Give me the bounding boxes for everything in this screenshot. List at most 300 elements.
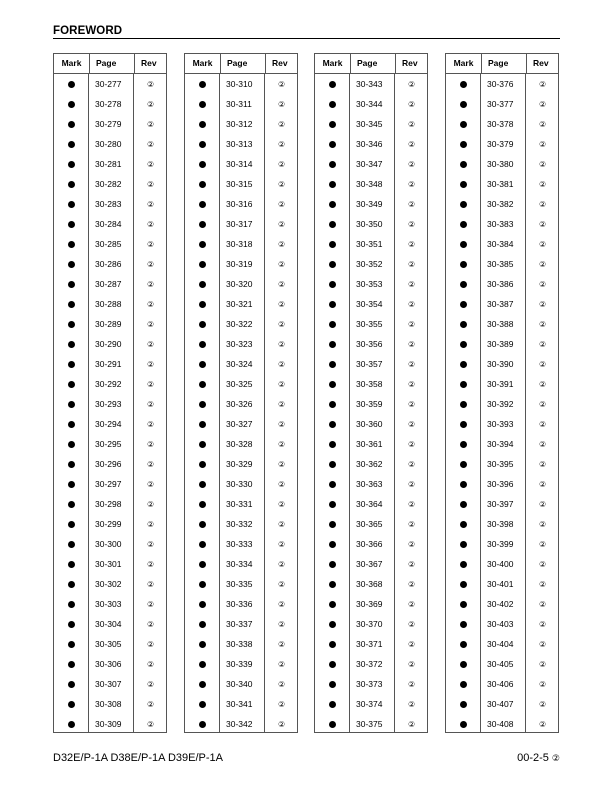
rev-cell: ②	[147, 439, 155, 449]
filled-circle-icon	[68, 541, 75, 548]
table-row	[315, 714, 427, 734]
column-divider	[133, 74, 134, 732]
table-row	[315, 334, 427, 354]
header-rev: Rev	[533, 58, 549, 68]
filled-circle-icon	[199, 121, 206, 128]
mark-cell	[185, 161, 220, 168]
mark-cell	[315, 661, 350, 668]
page-cell: 30-387	[487, 299, 514, 309]
page-cell: 30-339	[226, 659, 253, 669]
rev-cell: ②	[278, 99, 286, 109]
table-row	[315, 454, 427, 474]
rev-cell: ②	[147, 619, 155, 629]
mark-cell	[315, 141, 350, 148]
filled-circle-icon	[68, 121, 75, 128]
rev-cell: ②	[539, 719, 547, 729]
rev-cell: ②	[147, 659, 155, 669]
mark-cell	[54, 121, 89, 128]
filled-circle-icon	[199, 701, 206, 708]
table-row	[185, 674, 297, 694]
filled-circle-icon	[460, 381, 467, 388]
filled-circle-icon	[460, 101, 467, 108]
page-cell: 30-327	[226, 419, 253, 429]
mark-cell	[315, 81, 350, 88]
mark-cell	[446, 581, 481, 588]
rev-cell: ②	[408, 239, 416, 249]
table-row	[315, 634, 427, 654]
filled-circle-icon	[199, 441, 206, 448]
mark-cell	[315, 321, 350, 328]
mark-cell	[446, 641, 481, 648]
rev-cell: ②	[408, 499, 416, 509]
rev-cell: ②	[539, 699, 547, 709]
filled-circle-icon	[199, 481, 206, 488]
mark-cell	[315, 481, 350, 488]
filled-circle-icon	[68, 501, 75, 508]
mark-cell	[315, 281, 350, 288]
page-cell: 30-316	[226, 199, 253, 209]
mark-cell	[446, 261, 481, 268]
rev-cell: ②	[147, 379, 155, 389]
rev-cell: ②	[278, 359, 286, 369]
mark-cell	[315, 421, 350, 428]
mark-cell	[54, 461, 89, 468]
mark-cell	[446, 201, 481, 208]
table-row	[185, 434, 297, 454]
table-row	[185, 254, 297, 274]
rev-cell: ②	[147, 679, 155, 689]
filled-circle-icon	[460, 721, 467, 728]
table-row	[315, 594, 427, 614]
table-row	[54, 714, 166, 734]
filled-circle-icon	[68, 481, 75, 488]
table-row	[54, 454, 166, 474]
table-row	[446, 654, 558, 674]
filled-circle-icon	[460, 501, 467, 508]
filled-circle-icon	[68, 101, 75, 108]
page-cell: 30-343	[356, 79, 383, 89]
filled-circle-icon	[460, 181, 467, 188]
filled-circle-icon	[460, 421, 467, 428]
filled-circle-icon	[68, 721, 75, 728]
filled-circle-icon	[329, 461, 336, 468]
page-cell: 30-345	[356, 119, 383, 129]
rev-cell: ②	[408, 159, 416, 169]
mark-cell	[185, 201, 220, 208]
mark-cell	[315, 581, 350, 588]
mark-cell	[54, 501, 89, 508]
filled-circle-icon	[68, 301, 75, 308]
mark-cell	[185, 721, 220, 728]
mark-cell	[54, 301, 89, 308]
mark-cell	[185, 361, 220, 368]
filled-circle-icon	[199, 621, 206, 628]
page-cell: 30-291	[95, 359, 122, 369]
rev-cell: ②	[278, 219, 286, 229]
table-row	[185, 74, 297, 94]
filled-circle-icon	[329, 221, 336, 228]
rev-cell: ②	[539, 179, 547, 189]
rev-cell: ②	[408, 379, 416, 389]
page-cell: 30-289	[95, 319, 122, 329]
rev-cell: ②	[147, 479, 155, 489]
mark-cell	[446, 721, 481, 728]
rev-cell: ②	[539, 319, 547, 329]
table-row	[315, 574, 427, 594]
rev-cell: ②	[408, 579, 416, 589]
filled-circle-icon	[199, 301, 206, 308]
filled-circle-icon	[329, 281, 336, 288]
filled-circle-icon	[68, 381, 75, 388]
table-row	[185, 214, 297, 234]
table-row	[446, 514, 558, 534]
mark-cell	[54, 341, 89, 348]
table-row	[315, 134, 427, 154]
rev-cell: ②	[278, 379, 286, 389]
mark-cell	[446, 301, 481, 308]
mark-cell	[185, 381, 220, 388]
filled-circle-icon	[199, 641, 206, 648]
table-row	[446, 174, 558, 194]
mark-cell	[315, 201, 350, 208]
mark-cell	[315, 181, 350, 188]
table-row	[54, 494, 166, 514]
mark-cell	[54, 141, 89, 148]
rev-cell: ②	[408, 599, 416, 609]
table-row	[446, 374, 558, 394]
page-cell: 30-391	[487, 379, 514, 389]
mark-cell	[446, 321, 481, 328]
table-row	[185, 134, 297, 154]
rev-cell: ②	[278, 579, 286, 589]
page-cell: 30-290	[95, 339, 122, 349]
filled-circle-icon	[329, 141, 336, 148]
rev-cell: ②	[539, 519, 547, 529]
table-row	[446, 574, 558, 594]
page-cell: 30-328	[226, 439, 253, 449]
mark-cell	[185, 661, 220, 668]
page-cell: 30-309	[95, 719, 122, 729]
footer-rev-symbol: ②	[551, 753, 560, 763]
rev-cell: ②	[539, 299, 547, 309]
table-row	[54, 374, 166, 394]
page-cell: 30-370	[356, 619, 383, 629]
rev-cell: ②	[147, 559, 155, 569]
page-cell: 30-362	[356, 459, 383, 469]
rev-cell: ②	[278, 539, 286, 549]
filled-circle-icon	[460, 201, 467, 208]
page-cell: 30-297	[95, 479, 122, 489]
mark-cell	[54, 521, 89, 528]
page-cell: 30-320	[226, 279, 253, 289]
filled-circle-icon	[199, 101, 206, 108]
mark-cell	[54, 581, 89, 588]
page-cell: 30-396	[487, 479, 514, 489]
mark-cell	[54, 81, 89, 88]
page-cell: 30-287	[95, 279, 122, 289]
rev-cell: ②	[408, 139, 416, 149]
mark-cell	[185, 421, 220, 428]
filled-circle-icon	[460, 581, 467, 588]
mark-cell	[54, 181, 89, 188]
page-cell: 30-304	[95, 619, 122, 629]
table-row	[185, 194, 297, 214]
mark-cell	[315, 341, 350, 348]
rev-cell: ②	[408, 79, 416, 89]
filled-circle-icon	[199, 401, 206, 408]
rev-cell: ②	[147, 239, 155, 249]
rev-cell: ②	[408, 559, 416, 569]
mark-cell	[185, 621, 220, 628]
mark-cell	[315, 561, 350, 568]
rev-cell: ②	[147, 399, 155, 409]
filled-circle-icon	[199, 361, 206, 368]
rev-cell: ②	[539, 199, 547, 209]
table-row	[446, 194, 558, 214]
filled-circle-icon	[329, 341, 336, 348]
table-row	[446, 354, 558, 374]
mark-cell	[185, 81, 220, 88]
column-divider	[394, 74, 395, 732]
mark-cell	[54, 381, 89, 388]
page-cell: 30-337	[226, 619, 253, 629]
table-row	[315, 234, 427, 254]
rev-cell: ②	[147, 79, 155, 89]
rev-cell: ②	[539, 239, 547, 249]
page-cell: 30-406	[487, 679, 514, 689]
table-row	[54, 634, 166, 654]
page-cell: 30-317	[226, 219, 253, 229]
filled-circle-icon	[460, 441, 467, 448]
rev-cell: ②	[539, 639, 547, 649]
filled-circle-icon	[199, 141, 206, 148]
page-cell: 30-403	[487, 619, 514, 629]
filled-circle-icon	[68, 141, 75, 148]
page-cell: 30-323	[226, 339, 253, 349]
mark-cell	[446, 381, 481, 388]
page-cell: 30-334	[226, 559, 253, 569]
table-row	[54, 514, 166, 534]
table-row	[315, 214, 427, 234]
mark-cell	[54, 321, 89, 328]
page-cell: 30-405	[487, 659, 514, 669]
filled-circle-icon	[68, 161, 75, 168]
filled-circle-icon	[199, 541, 206, 548]
filled-circle-icon	[199, 601, 206, 608]
page-number: 00-2-5	[517, 752, 549, 764]
filled-circle-icon	[68, 81, 75, 88]
rev-cell: ②	[278, 699, 286, 709]
page-cell: 30-352	[356, 259, 383, 269]
mark-cell	[315, 161, 350, 168]
table-row	[446, 434, 558, 454]
rev-cell: ②	[278, 599, 286, 609]
rev-cell: ②	[408, 519, 416, 529]
table-row	[185, 634, 297, 654]
rev-cell: ②	[408, 419, 416, 429]
table-row	[185, 574, 297, 594]
table-row	[54, 214, 166, 234]
rev-cell: ②	[278, 139, 286, 149]
page-cell: 30-379	[487, 139, 514, 149]
page-cell: 30-294	[95, 419, 122, 429]
page-cell: 30-330	[226, 479, 253, 489]
page-cell: 30-364	[356, 499, 383, 509]
page-cell: 30-299	[95, 519, 122, 529]
mark-cell	[446, 561, 481, 568]
mark-cell	[446, 701, 481, 708]
table-row	[446, 554, 558, 574]
rev-cell: ②	[408, 259, 416, 269]
table-row	[446, 214, 558, 234]
filled-circle-icon	[460, 601, 467, 608]
page-cell: 30-278	[95, 99, 122, 109]
table-row	[54, 134, 166, 154]
filled-circle-icon	[199, 461, 206, 468]
table-row	[446, 414, 558, 434]
filled-circle-icon	[68, 521, 75, 528]
table-row	[315, 434, 427, 454]
filled-circle-icon	[199, 321, 206, 328]
filled-circle-icon	[460, 121, 467, 128]
table-row	[446, 634, 558, 654]
page-cell: 30-305	[95, 639, 122, 649]
mark-cell	[185, 121, 220, 128]
mark-cell	[446, 181, 481, 188]
mark-cell	[315, 461, 350, 468]
page-cell: 30-366	[356, 539, 383, 549]
rev-cell: ②	[408, 119, 416, 129]
table-row	[185, 374, 297, 394]
rev-cell: ②	[539, 579, 547, 589]
filled-circle-icon	[460, 641, 467, 648]
table-row	[185, 114, 297, 134]
table-row	[446, 474, 558, 494]
rev-cell: ②	[147, 219, 155, 229]
rev-cell: ②	[408, 319, 416, 329]
page-cell: 30-351	[356, 239, 383, 249]
filled-circle-icon	[329, 681, 336, 688]
page-cell: 30-315	[226, 179, 253, 189]
rev-cell: ②	[539, 619, 547, 629]
page-cell: 30-308	[95, 699, 122, 709]
table-row	[185, 354, 297, 374]
filled-circle-icon	[199, 501, 206, 508]
column-divider	[349, 74, 350, 732]
table-row	[54, 534, 166, 554]
table-row	[315, 514, 427, 534]
table-row	[54, 294, 166, 314]
filled-circle-icon	[199, 81, 206, 88]
mark-cell	[185, 141, 220, 148]
filled-circle-icon	[329, 401, 336, 408]
rev-cell: ②	[408, 659, 416, 669]
rev-cell: ②	[147, 159, 155, 169]
header-page: Page	[221, 54, 266, 73]
page-cell: 30-356	[356, 339, 383, 349]
column-header	[315, 54, 427, 74]
mark-cell	[185, 601, 220, 608]
filled-circle-icon	[68, 241, 75, 248]
rev-cell: ②	[408, 299, 416, 309]
table-row	[315, 174, 427, 194]
mark-cell	[446, 541, 481, 548]
page-cell: 30-311	[226, 99, 252, 109]
mark-cell	[54, 541, 89, 548]
column-header	[185, 54, 297, 74]
header-divider	[53, 38, 560, 39]
mark-cell	[315, 401, 350, 408]
filled-circle-icon	[329, 101, 336, 108]
filled-circle-icon	[329, 241, 336, 248]
mark-cell	[446, 81, 481, 88]
table-row	[185, 414, 297, 434]
page-cell: 30-332	[226, 519, 253, 529]
mark-cell	[185, 221, 220, 228]
table-row	[446, 314, 558, 334]
rev-cell: ②	[278, 79, 286, 89]
table-row	[315, 494, 427, 514]
table-row	[54, 154, 166, 174]
page-cell: 30-295	[95, 439, 122, 449]
table-row	[54, 354, 166, 374]
mark-cell	[315, 301, 350, 308]
page-cell: 30-349	[356, 199, 383, 209]
page-cell: 30-329	[226, 459, 253, 469]
rev-cell: ②	[278, 639, 286, 649]
filled-circle-icon	[329, 621, 336, 628]
table-row	[185, 234, 297, 254]
page-cell: 30-369	[356, 599, 383, 609]
table-row	[54, 314, 166, 334]
page-cell: 30-314	[226, 159, 253, 169]
mark-cell	[446, 141, 481, 148]
filled-circle-icon	[329, 641, 336, 648]
rev-cell: ②	[278, 399, 286, 409]
filled-circle-icon	[68, 621, 75, 628]
rev-cell: ②	[539, 79, 547, 89]
page-cell: 30-331	[226, 499, 253, 509]
rev-cell: ②	[408, 99, 416, 109]
rev-cell: ②	[147, 179, 155, 189]
mark-cell	[315, 701, 350, 708]
table-row	[54, 654, 166, 674]
filled-circle-icon	[68, 661, 75, 668]
rev-cell: ②	[539, 219, 547, 229]
page-cell: 30-404	[487, 639, 514, 649]
page-cell: 30-326	[226, 399, 253, 409]
mark-cell	[54, 421, 89, 428]
mark-cell	[54, 701, 89, 708]
filled-circle-icon	[199, 241, 206, 248]
page-cell: 30-382	[487, 199, 514, 209]
filled-circle-icon	[329, 441, 336, 448]
table-row	[446, 394, 558, 414]
page-cell: 30-288	[95, 299, 122, 309]
filled-circle-icon	[68, 201, 75, 208]
mark-cell	[185, 281, 220, 288]
table-row	[315, 294, 427, 314]
mark-cell	[315, 641, 350, 648]
page-cell: 30-280	[95, 139, 122, 149]
table-row	[54, 434, 166, 454]
page-cell: 30-395	[487, 459, 514, 469]
page-cell: 30-402	[487, 599, 514, 609]
page-cell: 30-310	[226, 79, 253, 89]
rev-cell: ②	[539, 499, 547, 509]
table-row	[315, 614, 427, 634]
table-row	[54, 74, 166, 94]
